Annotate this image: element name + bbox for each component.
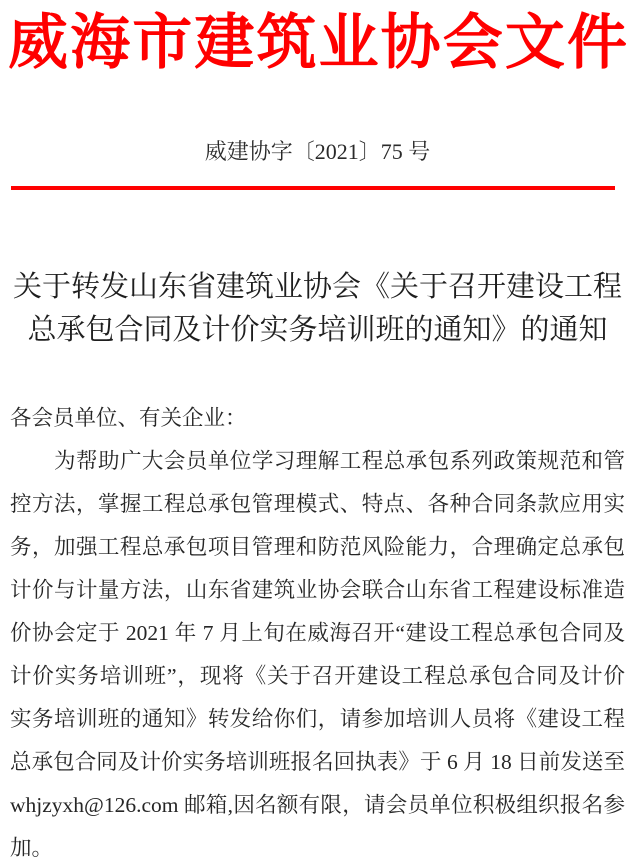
paragraph-line: 加。 [10, 836, 54, 860]
paragraph-line: 价协会定于 2021 年 7 月上旬在威海召开“建设工程总承包合同及 [10, 621, 625, 645]
paragraph-line: 为帮助广大会员单位学习理解工程总承包系列政策规范和管 [54, 449, 625, 473]
paragraph-line-email: whjzyxh@126.com 邮箱,因名额有限，请会员单位积极组织报名参 [10, 793, 625, 817]
paragraph-line: 实务培训班的通知》转发给你们，请参加培训人员将《建设工程 [10, 707, 625, 731]
paragraph-line: 计价实务培训班”，现将《关于召开建设工程总承包合同及计价 [10, 664, 625, 688]
paragraph-line: 务，加强工程总承包项目管理和防范风险能力，合理确定总承包 [10, 535, 625, 559]
masthead-title: 威海市建筑业协会文件 [8, 10, 627, 76]
document-title-line-1: 关于转发山东省建筑业协会《关于召开建设工程 [12, 271, 622, 303]
document-number: 威建协字〔2021〕75 号 [204, 139, 431, 164]
document-title-line-2: 总承包合同及计价实务培训班的通知》的通知 [27, 314, 608, 346]
document-title [0, 266, 635, 352]
salutation-line: 各会员单位、有关企业： [10, 406, 247, 430]
paragraph-line: 总承包合同及计价实务培训班报名回执表》于 6 月 18 日前发送至 [10, 750, 625, 774]
document-body [10, 397, 625, 862]
red-divider-line [11, 186, 615, 190]
paragraph-line: 控方法，掌握工程总承包管理模式、特点、各种合同条款应用实 [10, 492, 625, 516]
paragraph-line: 计价与计量方法，山东省建筑业协会联合山东省工程建设标准造 [10, 578, 625, 602]
